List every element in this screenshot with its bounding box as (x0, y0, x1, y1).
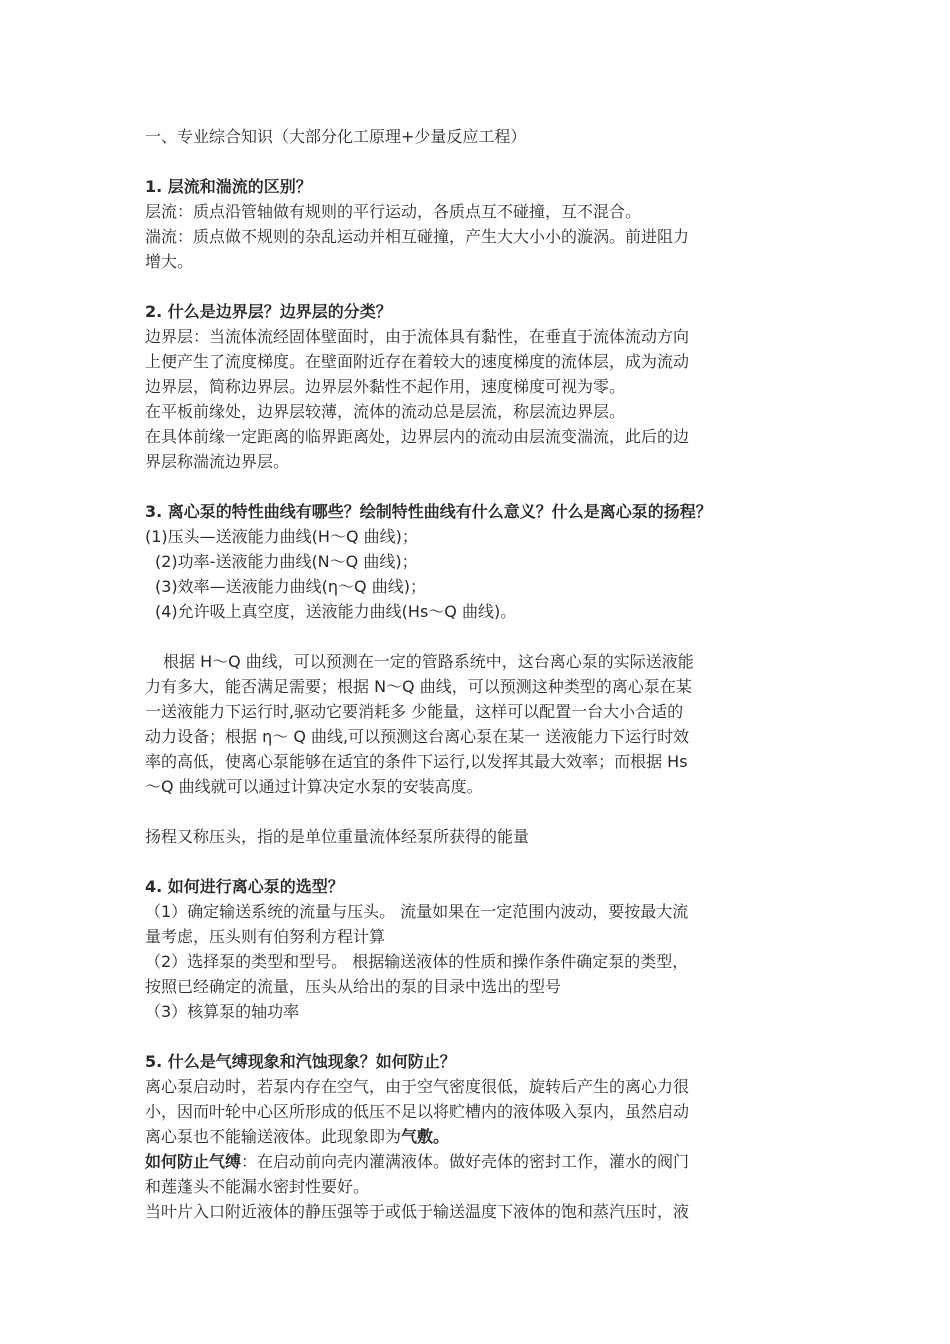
intro-line: 一、专业综合知识（大部分化工原理+少量反应工程） (145, 127, 527, 146)
q4-text: 量考虑，压头则有伯努利方程计算 (145, 927, 386, 946)
q3-heading: 3. 离心泵的特性曲线有哪些？绘制特性曲线有什么意义？什么是离心泵的扬程？ (145, 502, 712, 521)
q3-curve-item: (2)功率-送液能力曲线(N～Q 曲线)； (155, 552, 418, 571)
q5-heading: 5. 什么是气缚现象和汽蚀现象？如何防止？ (145, 1052, 456, 1071)
q5-text: 当叶片入口附近液体的静压强等于或低于输送温度下液体的饱和蒸汽压时，液 (145, 1202, 690, 1221)
q5-text (145, 1124, 810, 1149)
q5-text: 和莲蓬头不能漏水密封性要好。 (145, 1177, 370, 1196)
q3-text: 一送液能力下运行时,驱动它要消耗多 少能量，这样可以配置一台大小合适的 (145, 702, 684, 721)
q1-heading: 1. 层流和湍流的区别？ (145, 177, 312, 196)
q1-text: 层流：质点沿管轴做有规则的平行运动，各质点互不碰撞，互不混合。 (145, 202, 642, 221)
q5-term-bold: 气敷。 (401, 1127, 450, 1146)
q3-text: 力有多大，能否满足需要；根据 N～Q 曲线，可以预测这种类型的离心泵在某 (145, 677, 692, 696)
q2-text: 界层称湍流边界层。 (145, 452, 290, 471)
q4-text: （3）核算泵的轴功率 (145, 1002, 300, 1021)
q2-text: 在平板前缘处，边界层较薄，流体的流动总是层流，称层流边界层。 (145, 402, 626, 421)
q4-text: （2）选择泵的类型和型号。 根据输送液体的性质和操作条件确定泵的类型， (145, 952, 689, 971)
q3-text: ～Q 曲线就可以通过计算决定水泵的安装高度。 (145, 777, 483, 796)
q5-text: 离心泵启动时，若泵内存在空气，由于空气密度很低，旋转后产生的离心力很 (145, 1077, 690, 1096)
q2-text: 边界层：当流体流经固体壁面时，由于流体具有黏性，在垂直于流体流动方向 (145, 327, 690, 346)
q3-curve-item: (3)效率—送液能力曲线(η～Q 曲线)； (155, 577, 426, 596)
q4-text: （1）确定输送系统的流量与压头。 流量如果在一定范围内波动，要按最大流 (145, 902, 689, 921)
q5-prevent-label: 如何防止气缚 (145, 1152, 242, 1171)
document-body (145, 124, 810, 1224)
q3-curve-item: (1)压头—送液能力曲线(H～Q 曲线)； (145, 527, 418, 546)
q5-text: 小，因而叶轮中心区所形成的低压不足以将贮槽内的液体吸入泵内，虽然启动 (145, 1102, 690, 1121)
q5-text-span: ：在启动前向壳内灌满液体。做好壳体的密封工作，灌水的阀门 (241, 1152, 690, 1171)
q5-text-span: 离心泵也不能输送液体。此现象即为 (145, 1127, 402, 1146)
q3-curve-item: (4)允许吸上真空度，送液能力曲线(Hs～Q 曲线)。 (155, 602, 517, 621)
q2-text: 上便产生了流度梯度。在壁面附近存在着较大的速度梯度的流体层，成为流动 (145, 352, 690, 371)
q2-text: 在具体前缘一定距离的临界距离处，边界层内的流动由层流变湍流，此后的边 (145, 427, 690, 446)
q4-heading: 4. 如何进行离心泵的选型？ (145, 877, 344, 896)
q3-text: 动力设备；根据 η～ Q 曲线,可以预测这台离心泵在某一 送液能力下运行时效 (145, 727, 690, 746)
q1-text: 湍流：质点做不规则的杂乱运动并相互碰撞，产生大大小小的漩涡。前进阻力 (145, 227, 690, 246)
q2-heading: 2. 什么是边界层？边界层的分类？ (145, 302, 392, 321)
q5-text (145, 1149, 810, 1174)
q3-lift-definition: 扬程又称压头，指的是单位重量流体经泵所获得的能量 (145, 827, 530, 846)
q4-text: 按照已经确定的流量，压头从给出的泵的目录中选出的型号 (145, 977, 562, 996)
q2-text: 边界层，简称边界层。边界层外黏性不起作用，速度梯度可视为零。 (145, 377, 626, 396)
q3-text: 率的高低，使离心泵能够在适宜的条件下运行,以发挥其最大效率；而根据 Hs (145, 752, 688, 771)
q1-text: 增大。 (145, 252, 194, 271)
q3-text: 根据 H～Q 曲线，可以预测在一定的管路系统中，这台离心泵的实际送液能 (163, 652, 694, 671)
